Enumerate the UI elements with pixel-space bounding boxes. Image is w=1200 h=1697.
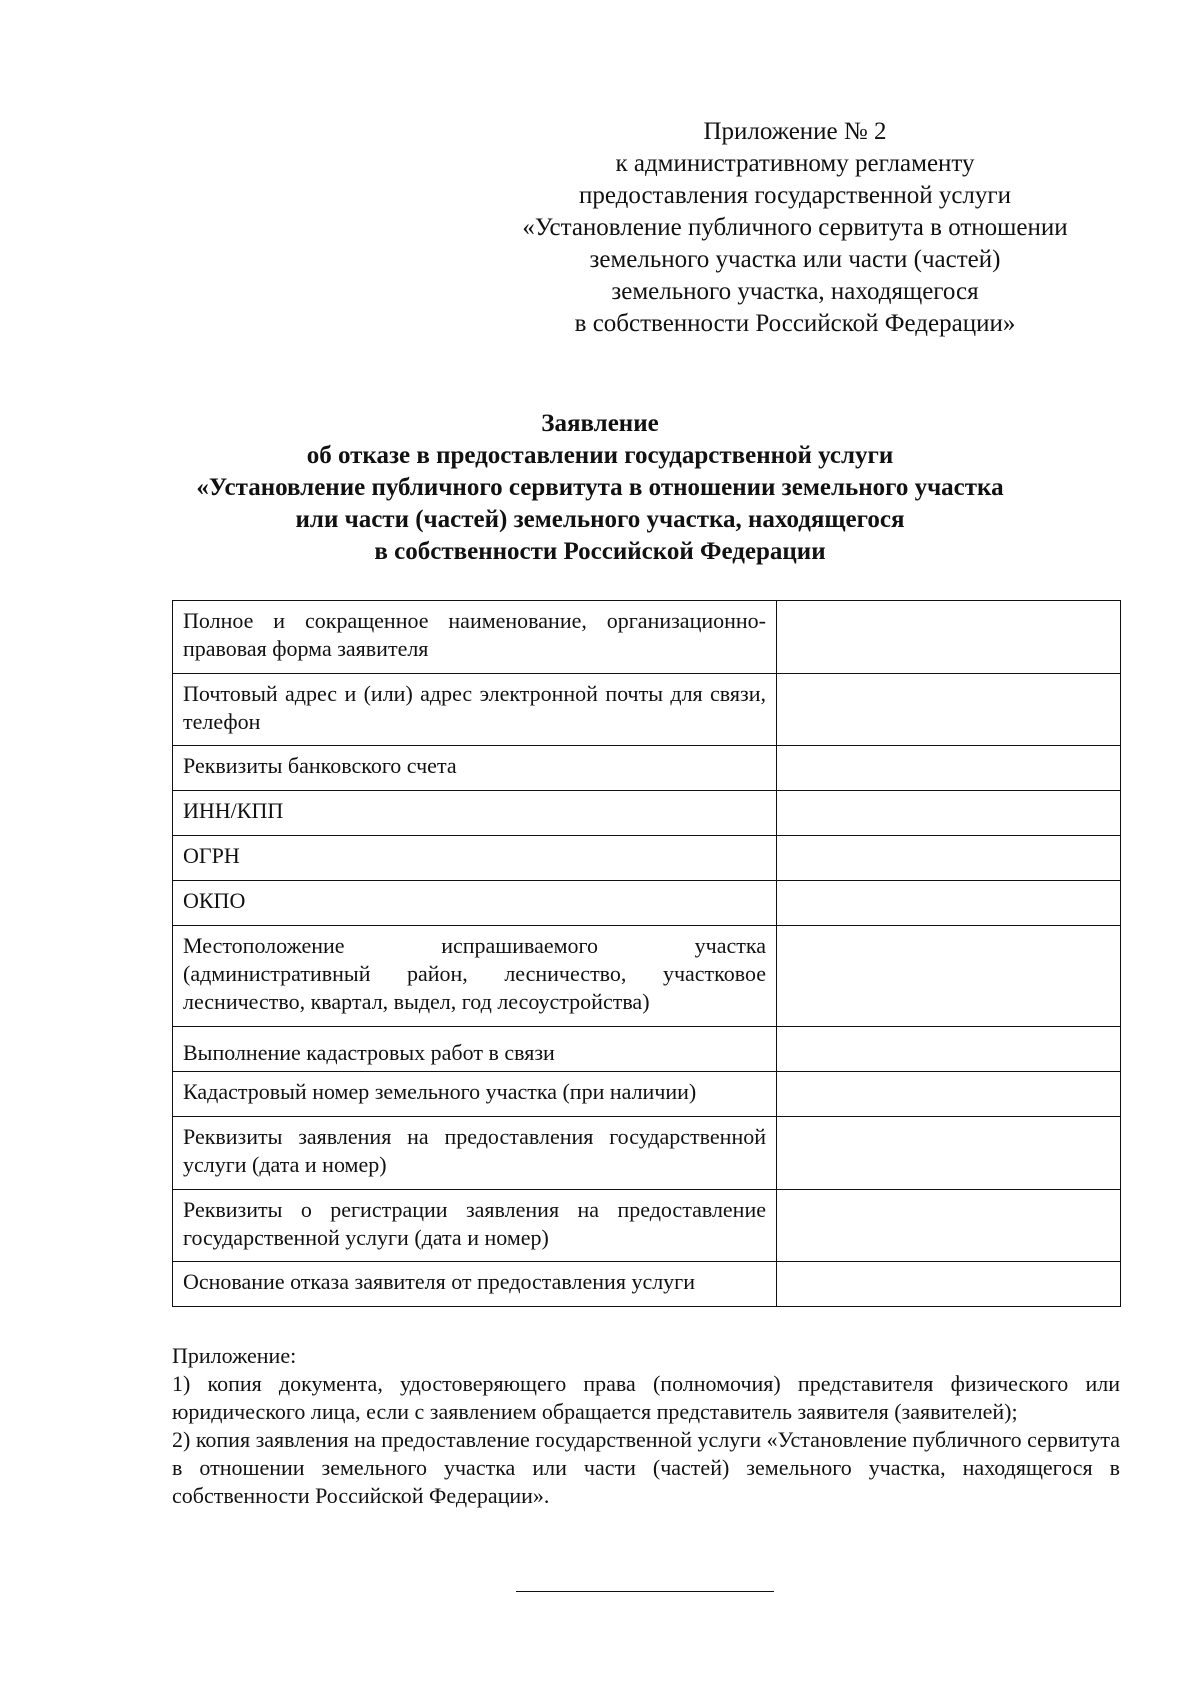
document-title xyxy=(100,408,1100,568)
attachments-heading: Приложение: xyxy=(172,1343,297,1368)
table-row xyxy=(173,674,1121,746)
attachments-section xyxy=(172,1342,1120,1510)
appendix-note-line: к административному регламенту xyxy=(615,150,975,177)
appendix-note-line: «Установление публичного сервитута в отношении xyxy=(522,214,1068,241)
row-value[interactable] xyxy=(777,746,1121,791)
table-row xyxy=(173,1117,1121,1190)
document-title-line: или части (частей) земельного участка, находящегося xyxy=(295,506,905,533)
row-label: Реквизиты заявления на предоставления государственной услуги (дата и номер) xyxy=(173,1117,777,1190)
appendix-note-line: предоставления государственной услуги xyxy=(578,182,1012,209)
row-label: Местоположение испрашиваемого участка (административный район, лесничество, участковое лесничество, квартал, выдел, год лесоустройства) xyxy=(173,926,777,1027)
row-value[interactable] xyxy=(777,791,1121,836)
row-value[interactable] xyxy=(777,1072,1121,1117)
row-label: Реквизиты банковского счета xyxy=(173,746,777,791)
application-form-table xyxy=(172,600,1121,1307)
row-label: Полное и сокращенное наименование, организационно-правовая форма заявителя xyxy=(173,601,777,674)
row-value[interactable] xyxy=(777,926,1121,1027)
row-value[interactable] xyxy=(777,1190,1121,1262)
row-value[interactable] xyxy=(777,836,1121,881)
table-row xyxy=(173,791,1121,836)
appendix-note-line: земельного участка или части (частей) xyxy=(589,246,1001,273)
row-label: Кадастровый номер земельного участка (при наличии) xyxy=(173,1072,777,1117)
document-title-line: об отказе в предоставлении государственной услуги xyxy=(306,442,894,469)
row-value[interactable] xyxy=(777,674,1121,746)
row-label: Основание отказа заявителя от предоставления услуги xyxy=(173,1262,777,1307)
table-row xyxy=(173,1262,1121,1307)
table-row xyxy=(173,746,1121,791)
row-value[interactable] xyxy=(777,601,1121,674)
table-row xyxy=(173,881,1121,926)
document-title-line: «Установление публичного сервитута в отношении земельного участка xyxy=(196,474,1004,501)
row-label: Реквизиты о регистрации заявления на предоставление государственной услуги (дата и номер) xyxy=(173,1190,777,1262)
appendix-note-line: земельного участка, находящегося xyxy=(611,278,979,305)
row-label: ОГРН xyxy=(173,836,777,881)
row-value[interactable] xyxy=(777,1262,1121,1307)
row-label: Почтовый адрес и (или) адрес электронной почты для связи, телефон xyxy=(173,674,777,746)
document-title-line: в собственности Российской Федерации xyxy=(374,538,826,565)
row-value[interactable] xyxy=(777,1027,1121,1072)
closing-separator-line xyxy=(516,1591,774,1592)
table-row xyxy=(173,1027,1121,1072)
document-title-line: Заявление xyxy=(541,410,659,437)
row-label: Выполнение кадастровых работ в связи xyxy=(173,1027,777,1072)
table-row xyxy=(173,1072,1121,1117)
attachment-item: 1) копия документа, удостоверяющего права (полномочия) представителя физического или юридического лица, если с заявлением обращается представитель заявителя (заявителей); xyxy=(172,1371,1120,1424)
table-row xyxy=(173,601,1121,674)
table-row xyxy=(173,836,1121,881)
row-value[interactable] xyxy=(777,881,1121,926)
appendix-note xyxy=(480,116,1110,340)
row-label: ИНН/КПП xyxy=(173,791,777,836)
row-label: ОКПО xyxy=(173,881,777,926)
row-value[interactable] xyxy=(777,1117,1121,1190)
appendix-note-line: в собственности Российской Федерации» xyxy=(574,310,1016,337)
appendix-note-line: Приложение № 2 xyxy=(703,118,887,145)
table-row xyxy=(173,1190,1121,1262)
table-row xyxy=(173,926,1121,1027)
attachment-item: 2) копия заявления на предоставление государственной услуги «Установление публичного сервитута в отношении земельного участка или части (частей) земельного участка, находящегося в собственности Российской Федерации». xyxy=(172,1427,1120,1508)
